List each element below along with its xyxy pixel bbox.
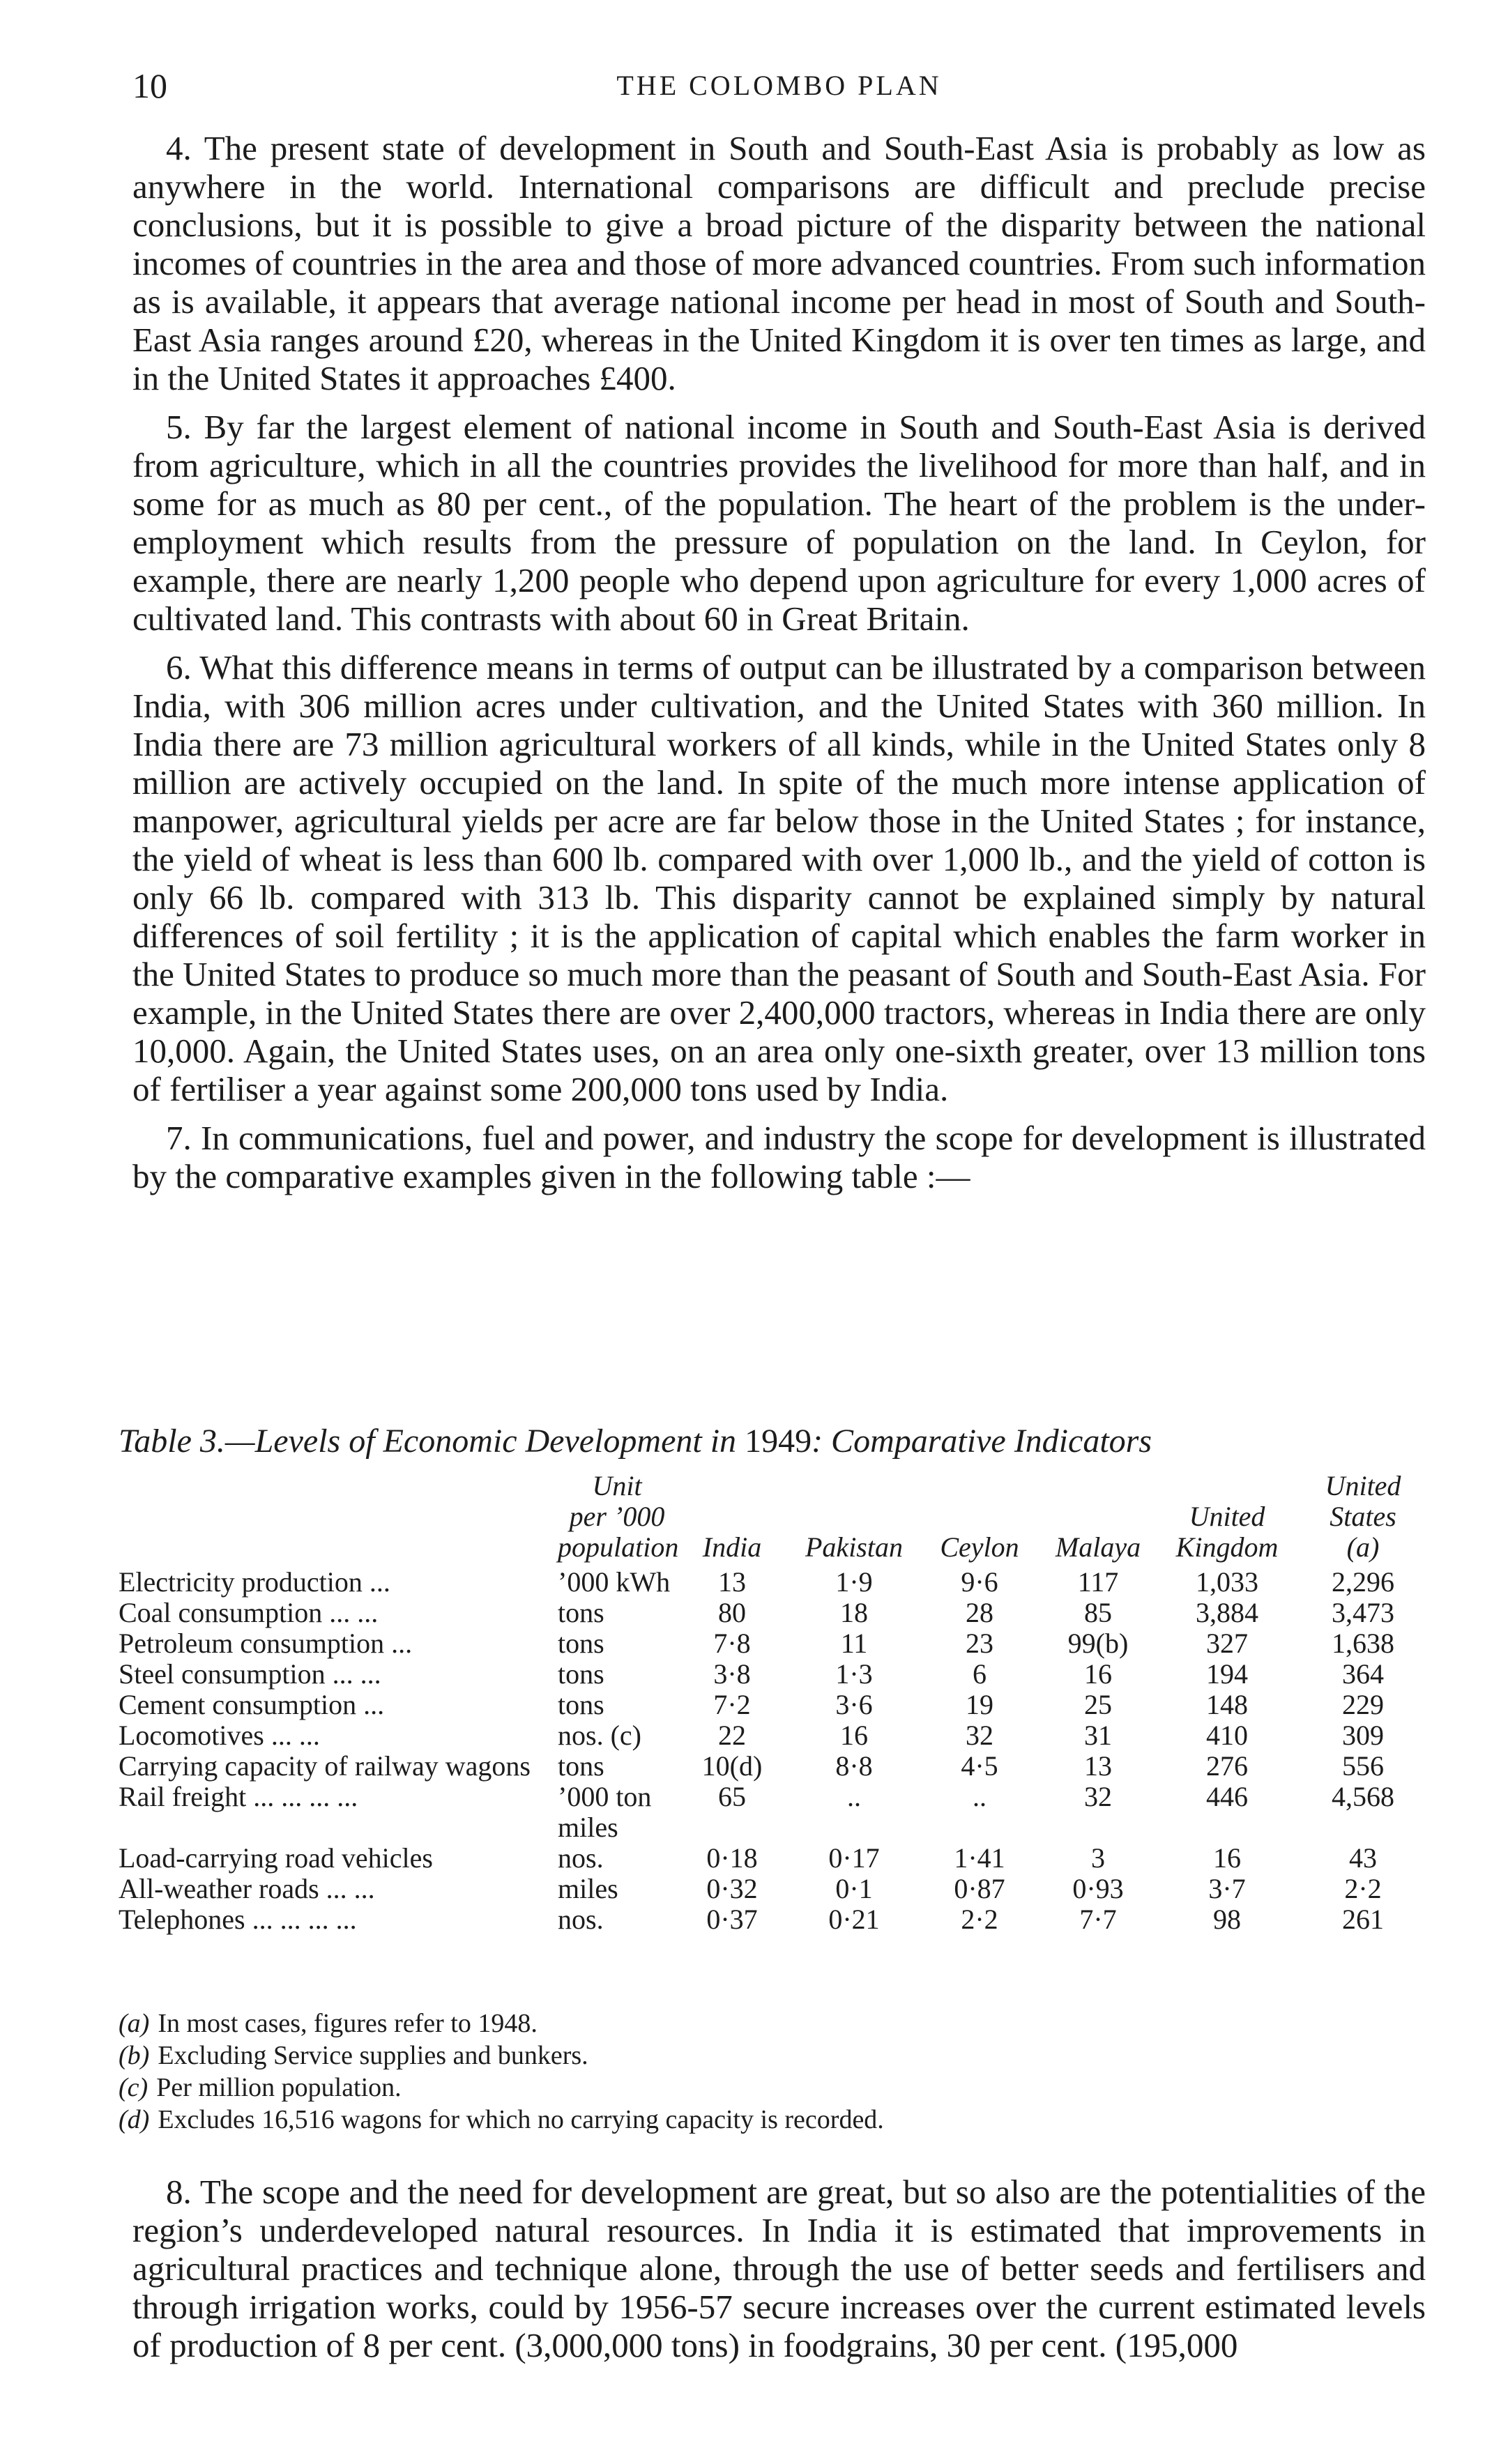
header-indicator bbox=[119, 1471, 558, 1567]
page-number: 10 bbox=[132, 66, 167, 105]
cell-uk: 194 bbox=[1206, 1658, 1248, 1690]
row-leader-dots: ... ... bbox=[326, 1873, 375, 1904]
row-label bbox=[119, 1843, 558, 1874]
cell-pakistan: 8·8 bbox=[835, 1750, 873, 1782]
table-row bbox=[119, 1628, 1429, 1659]
row-unit: nos. bbox=[558, 1904, 604, 1935]
table-row bbox=[119, 1598, 1429, 1628]
table-footnotes bbox=[119, 2007, 1429, 2136]
row-label-text: Telephones bbox=[119, 1904, 245, 1935]
table-row bbox=[119, 1751, 1429, 1782]
cell-pakistan: 0·1 bbox=[835, 1873, 873, 1904]
table-row bbox=[119, 1874, 1429, 1904]
table-row bbox=[119, 1843, 1429, 1874]
header-ceylon: Ceylon bbox=[940, 1531, 1019, 1563]
indicators-table bbox=[119, 1471, 1429, 1935]
row-unit: tons bbox=[558, 1750, 604, 1782]
header-unit-line1: Unit bbox=[592, 1470, 642, 1501]
header-pakistan: Pakistan bbox=[805, 1531, 903, 1563]
cell-pakistan: .. bbox=[847, 1781, 861, 1812]
cell-uk: 98 bbox=[1213, 1904, 1241, 1935]
table-caption-year: 1949 bbox=[745, 1423, 812, 1460]
cell-india: 22 bbox=[718, 1720, 746, 1751]
footnote-text: Excluding Service supplies and bunkers. bbox=[158, 2041, 588, 2070]
cell-malaya: 7·7 bbox=[1079, 1904, 1117, 1935]
table-row bbox=[119, 1720, 1429, 1751]
cell-us: 309 bbox=[1342, 1720, 1384, 1751]
footnote-mark: (d) bbox=[119, 2105, 150, 2134]
cell-us: 261 bbox=[1342, 1904, 1384, 1935]
cell-us: 2·2 bbox=[1344, 1873, 1382, 1904]
row-label-text: Petroleum consumption bbox=[119, 1628, 385, 1659]
row-unit: tons bbox=[558, 1689, 604, 1720]
header-unit-line3: population bbox=[558, 1531, 679, 1563]
cell-ceylon: 28 bbox=[966, 1597, 993, 1628]
cell-malaya: 25 bbox=[1084, 1689, 1112, 1720]
table-row bbox=[119, 1904, 1429, 1935]
cell-ceylon: 2·2 bbox=[961, 1904, 998, 1935]
footnote-mark: (a) bbox=[119, 2009, 150, 2038]
cell-uk: 3,884 bbox=[1196, 1597, 1258, 1628]
row-label bbox=[119, 1874, 558, 1904]
cell-india: 65 bbox=[718, 1781, 746, 1812]
cell-us: 3,473 bbox=[1332, 1597, 1394, 1628]
cell-uk: 410 bbox=[1206, 1720, 1248, 1751]
cell-malaya: 0·93 bbox=[1072, 1873, 1124, 1904]
cell-india: 7·8 bbox=[713, 1628, 751, 1659]
cell-india: 0·32 bbox=[706, 1873, 758, 1904]
footnote-text: Excludes 16,516 wagons for which no carrying capacity is recorded. bbox=[158, 2105, 884, 2134]
cell-us: 4,568 bbox=[1332, 1781, 1394, 1812]
cell-uk: 16 bbox=[1213, 1842, 1241, 1874]
cell-pakistan: 1·9 bbox=[835, 1566, 873, 1598]
table-row bbox=[119, 1659, 1429, 1690]
row-label-text: Electricity production bbox=[119, 1566, 363, 1598]
row-leader-dots: ... ... bbox=[329, 1597, 379, 1628]
paragraph-7: 7. In communications, fuel and power, and industry the scope for development is illustrated by the comparative examples given in the following table :— bbox=[132, 1119, 1426, 1195]
row-unit: ’000 kWh bbox=[558, 1566, 671, 1598]
row-label-text: Coal consumption bbox=[119, 1597, 323, 1628]
cell-pakistan: 16 bbox=[840, 1720, 868, 1751]
row-label-text: All-weather roads bbox=[119, 1873, 319, 1904]
table-caption-suffix: : Comparative Indicators bbox=[812, 1423, 1152, 1460]
footnote-mark: (c) bbox=[119, 2073, 148, 2102]
row-label bbox=[119, 1659, 558, 1690]
cell-ceylon: 4·5 bbox=[961, 1750, 998, 1782]
paragraph-5: 5. By far the largest element of national income in South and South-East Asia is derived from agriculture, which in all the countries provides the livelihood for more than half, and in some for as much as 80 per cent., of the population. The heart of the problem is the under-employment which results from the pressure of population on the land. In Ceylon, for example, there are nearly 1,200 people who depend upon agriculture for every 1,000 acres of cultivated land. This contrasts with about 60 in Great Britain. bbox=[132, 408, 1426, 638]
cell-india: 0·18 bbox=[706, 1842, 758, 1874]
header-india: India bbox=[702, 1531, 762, 1563]
cell-malaya: 31 bbox=[1084, 1720, 1112, 1751]
cell-uk: 327 bbox=[1206, 1628, 1248, 1659]
paragraph-6: 6. What this difference means in terms of output can be illustrated by a comparison between India, with 306 million acres under cultivation, and the United States with 360 million. In India there are 73 million agricultural workers of all kinds, while in the United States only 8 million are actively occupied on the land. In spite of the much more intense application of manpower, agricultural yields per acre are far below those in the United States ; for instance, the yield of wheat is less than 600 lb. compared with over 1,000 lb., and the yield of cotton is only 66 lb. compared with 313 lb. This disparity cannot be explained simply by natural differences of soil fertility ; it is the application of capital which enables the farm worker in the United States to produce so much more than the peasant of South and South-East Asia. For example, in the United States there are over 2,400,000 tractors, whereas in India there are only 10,000. Again, the United States uses, on an area only one-sixth greater, over 13 million tons of fertiliser a year against some 200,000 tons used by India. bbox=[132, 648, 1426, 1108]
cell-malaya: 117 bbox=[1077, 1566, 1119, 1598]
footnote bbox=[119, 2104, 1429, 2136]
cell-malaya: 32 bbox=[1084, 1781, 1112, 1812]
paragraph-8: 8. The scope and the need for development are great, but so also are the potentialities of the region’s underdeveloped natural resources. In India it is estimated that improvements in agricultural practices and technique alone, through the use of better seeds and fertilisers and through irrigation works, could by 1956-57 secure increases over the current estimated levels of production of 8 per cent. (3,000,000 tons) in foodgrains, 30 per cent. (195,000 bbox=[132, 2173, 1426, 2364]
table-header-row bbox=[119, 1471, 1429, 1567]
cell-uk: 446 bbox=[1206, 1781, 1248, 1812]
header-united-kingdom bbox=[1157, 1471, 1297, 1567]
row-unit: tons bbox=[558, 1628, 604, 1659]
row-leader-dots: ... ... bbox=[332, 1658, 381, 1690]
row-leader-dots: ... bbox=[391, 1628, 413, 1659]
header-malaya: Malaya bbox=[1055, 1531, 1141, 1563]
row-label bbox=[119, 1598, 558, 1628]
table-row bbox=[119, 1782, 1429, 1843]
cell-ceylon: 9·6 bbox=[961, 1566, 998, 1598]
table-row bbox=[119, 1567, 1429, 1598]
running-title: THE COLOMBO PLAN bbox=[616, 70, 942, 101]
row-label bbox=[119, 1567, 558, 1598]
cell-malaya: 3 bbox=[1091, 1842, 1105, 1874]
row-label bbox=[119, 1720, 558, 1751]
row-unit: tons bbox=[558, 1658, 604, 1690]
row-leader-dots: ... ... ... ... bbox=[252, 1904, 357, 1935]
row-label bbox=[119, 1782, 558, 1843]
cell-malaya: 99(b) bbox=[1067, 1628, 1129, 1659]
row-label-text: Rail freight bbox=[119, 1781, 247, 1812]
cell-ceylon: 23 bbox=[966, 1628, 993, 1659]
cell-india: 13 bbox=[718, 1566, 746, 1598]
row-label bbox=[119, 1690, 558, 1720]
cell-india: 10(d) bbox=[701, 1750, 763, 1782]
cell-pakistan: 1·3 bbox=[835, 1658, 873, 1690]
row-unit: ’000 ton miles bbox=[558, 1781, 652, 1843]
cell-india: 80 bbox=[718, 1597, 746, 1628]
row-label-text: Load-carrying road vehicles bbox=[119, 1842, 433, 1874]
row-leader-dots: ... bbox=[363, 1689, 385, 1720]
cell-uk: 276 bbox=[1206, 1750, 1248, 1782]
footnote bbox=[119, 2040, 1429, 2072]
cell-us: 43 bbox=[1349, 1842, 1377, 1874]
cell-india: 3·8 bbox=[713, 1658, 751, 1690]
table-caption bbox=[119, 1421, 1429, 1462]
row-unit: nos. bbox=[558, 1842, 604, 1874]
cell-malaya: 16 bbox=[1084, 1658, 1112, 1690]
header-uk-line1: United bbox=[1189, 1501, 1265, 1532]
row-label-text: Locomotives bbox=[119, 1720, 264, 1751]
table-row bbox=[119, 1690, 1429, 1720]
header-unit-line2: per ’000 bbox=[569, 1501, 665, 1532]
cell-us: 364 bbox=[1342, 1658, 1384, 1690]
footnote-mark: (b) bbox=[119, 2041, 150, 2070]
cell-uk: 1,033 bbox=[1196, 1566, 1258, 1598]
table-caption-prefix: Table 3.—Levels of Economic Development in bbox=[119, 1423, 745, 1460]
footnote bbox=[119, 2072, 1429, 2104]
header-us-line3: (a) bbox=[1346, 1531, 1380, 1563]
row-leader-dots: ... ... bbox=[271, 1720, 320, 1751]
cell-ceylon: .. bbox=[973, 1781, 987, 1812]
header-us-line2: States bbox=[1330, 1501, 1396, 1532]
cell-ceylon: 0·87 bbox=[954, 1873, 1005, 1904]
row-leader-dots: ... bbox=[369, 1566, 390, 1598]
row-label bbox=[119, 1628, 558, 1659]
cell-us: 1,638 bbox=[1332, 1628, 1394, 1659]
row-label-text: Cement consumption bbox=[119, 1689, 357, 1720]
footnote bbox=[119, 2007, 1429, 2040]
cell-uk: 148 bbox=[1206, 1689, 1248, 1720]
body-text-top bbox=[132, 129, 1426, 1206]
cell-india: 7·2 bbox=[713, 1689, 751, 1720]
row-label-text: Steel consumption bbox=[119, 1658, 326, 1690]
table-body bbox=[119, 1567, 1429, 1935]
footnote-text: In most cases, figures refer to 1948. bbox=[158, 2009, 538, 2038]
cell-pakistan: 11 bbox=[840, 1628, 868, 1659]
row-unit: nos. (c) bbox=[558, 1720, 641, 1751]
cell-india: 0·37 bbox=[706, 1904, 758, 1935]
cell-us: 229 bbox=[1342, 1689, 1384, 1720]
header-uk-line2: Kingdom bbox=[1175, 1531, 1279, 1563]
cell-malaya: 13 bbox=[1084, 1750, 1112, 1782]
cell-uk: 3·7 bbox=[1208, 1873, 1246, 1904]
footnote-text: Per million population. bbox=[156, 2073, 402, 2102]
cell-pakistan: 18 bbox=[840, 1597, 868, 1628]
header-united-states bbox=[1297, 1471, 1429, 1567]
cell-ceylon: 32 bbox=[966, 1720, 993, 1751]
row-label bbox=[119, 1751, 558, 1782]
cell-pakistan: 0·17 bbox=[828, 1842, 880, 1874]
cell-us: 556 bbox=[1342, 1750, 1384, 1782]
body-text-bottom bbox=[132, 2173, 1426, 2375]
row-unit: tons bbox=[558, 1597, 604, 1628]
page-header bbox=[132, 61, 1426, 110]
header-unit bbox=[558, 1470, 679, 1567]
row-unit: miles bbox=[558, 1873, 618, 1904]
cell-us: 2,296 bbox=[1332, 1566, 1394, 1598]
cell-ceylon: 1·41 bbox=[954, 1842, 1005, 1874]
cell-ceylon: 6 bbox=[973, 1658, 987, 1690]
header-us-line1: United bbox=[1325, 1470, 1401, 1501]
cell-ceylon: 19 bbox=[966, 1689, 993, 1720]
row-label-text: Carrying capacity of railway wagons bbox=[119, 1750, 531, 1782]
cell-malaya: 85 bbox=[1084, 1597, 1112, 1628]
paragraph-4: 4. The present state of development in South and South-East Asia is probably as low as anywhere in the world. International comparisons are difficult and preclude precise conclusions, but it is possible to give a broad picture of the disparity between the national incomes of countries in the area and those of more advanced countries. From such information as is available, it appears that average national income per head in most of South and South-East Asia ranges around £20, whereas in the United Kingdom it is over ten times as large, and in the United States it approaches £400. bbox=[132, 129, 1426, 397]
row-label bbox=[119, 1904, 558, 1935]
row-leader-dots: ... ... ... ... bbox=[253, 1781, 358, 1812]
cell-pakistan: 3·6 bbox=[835, 1689, 873, 1720]
cell-pakistan: 0·21 bbox=[828, 1904, 880, 1935]
